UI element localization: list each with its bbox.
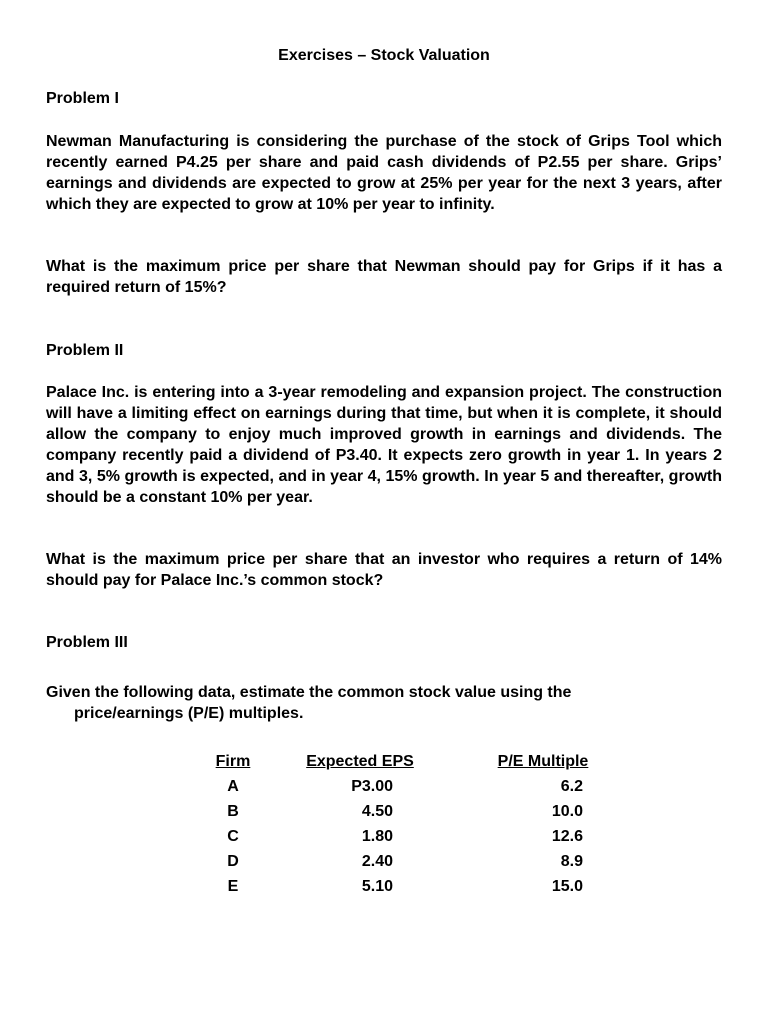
pe-cell: 15.0: [551, 878, 583, 895]
firm-cell: A: [227, 778, 239, 795]
problem-3-intro: [46, 682, 722, 724]
pe-table: [209, 750, 623, 899]
table-header-row: [209, 750, 623, 774]
pe-cell: 8.9: [560, 853, 583, 870]
problem-3-intro-line2: price/earnings (P/E) multiples.: [74, 705, 304, 722]
problem-3-heading: Problem III: [46, 634, 128, 651]
table-row: [209, 824, 623, 849]
table-row: [209, 849, 623, 874]
problem-2-heading: Problem II: [46, 342, 124, 359]
eps-cell: P3.00: [351, 778, 393, 795]
col-header-pe-multiple: P/E Multiple: [497, 753, 589, 770]
pe-cell: 6.2: [560, 778, 583, 795]
problem-1-question: What is the maximum price per share that Newman should pay for Grips if it has a required return of 15%?: [46, 258, 722, 296]
eps-cell: 5.10: [361, 878, 393, 895]
firm-cell: D: [227, 853, 239, 870]
table-row: [209, 774, 623, 799]
pe-cell: 10.0: [551, 803, 583, 820]
problem-2-question: What is the maximum price per share that an investor who requires a return of 14% should pay for Palace Inc.’s common stock?: [46, 551, 722, 589]
col-header-firm: Firm: [215, 753, 251, 770]
page-title: Exercises – Stock Valuation: [278, 47, 490, 64]
firm-cell: E: [227, 878, 239, 895]
col-header-expected-eps: Expected EPS: [306, 753, 414, 770]
eps-cell: 1.80: [361, 828, 393, 845]
problem-2-paragraph: Palace Inc. is entering into a 3-year remodeling and expansion project. The construction will have a limiting effect on earnings during that time, but when it is complete, it should allow the company to enjoy much improved growth in earnings and dividends. The company recently paid a dividend of P3.40. It expects zero growth in year 1. In years 2 and 3, 5% growth is expected, and in year 4, 15% growth. In year 5 and thereafter, growth should be a constant 10% per year.: [46, 384, 722, 506]
eps-cell: 4.50: [361, 803, 393, 820]
problem-1-heading: Problem I: [46, 90, 119, 107]
problem-1-paragraph: Newman Manufacturing is considering the purchase of the stock of Grips Tool which recently earned P4.25 per share and paid cash dividends of P2.55 per share. Grips’ earnings and dividends are expected to grow at 25% per year for the next 3 years, after which they are expected to grow at 10% per year to infinity.: [46, 133, 722, 213]
table-row: [209, 799, 623, 824]
table-row: [209, 874, 623, 899]
firm-cell: C: [227, 828, 239, 845]
eps-cell: 2.40: [361, 853, 393, 870]
problem-3-intro-line1: Given the following data, estimate the common stock value using the: [46, 684, 572, 701]
firm-cell: B: [227, 803, 239, 820]
pe-cell: 12.6: [551, 828, 583, 845]
